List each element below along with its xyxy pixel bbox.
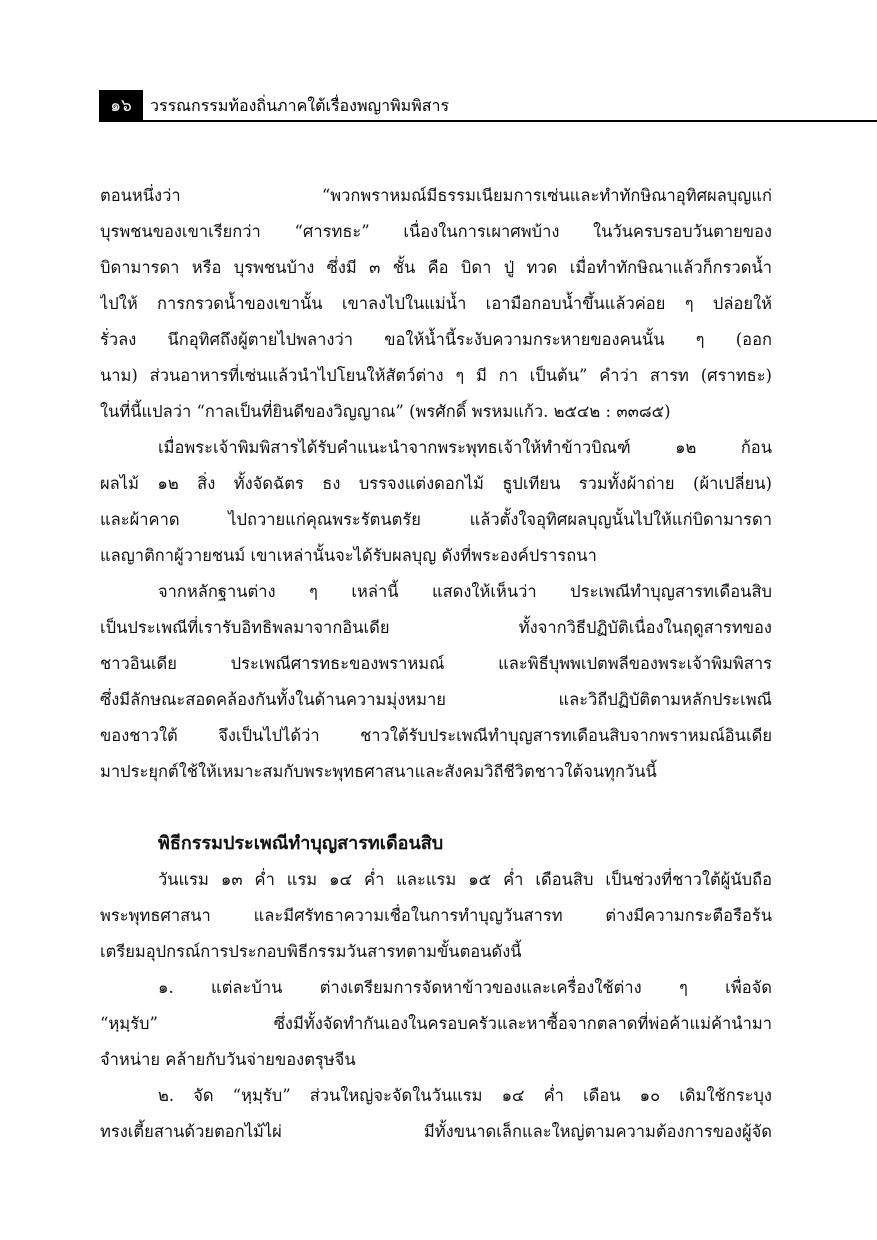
section-spacer	[100, 790, 772, 826]
running-title: วรรณกรรมท้องถิ่นภาคใต้เรื่องพญาพิมพิสาร	[150, 96, 450, 115]
header-divider	[99, 120, 877, 122]
text-line: เตรียมอุปกรณ์การประกอบพิธีกรรมวันสารทตามขั้นตอนดังนี้	[100, 942, 522, 961]
text-line: “หฺมฺรับ” ซึ่งมีทั้งจัดทำกันเองในครอบครัวและหาซื้อจากตลาดที่พ่อค้าแม่ค้านำมา	[100, 1014, 772, 1033]
section-heading: พิธีกรรมประเพณีทำบุญสารทเดือนสิบ	[158, 833, 444, 854]
text-line: และผ้าคาด ไปถวายแก่คุณพระรัตนตรัย แล้วตั้งใจอุทิศผลบุญนั้นไปให้แก่บิดามารดา	[100, 510, 772, 529]
list-item-1	[100, 970, 772, 1078]
paragraph-intro	[100, 178, 772, 430]
list-item-2	[100, 1078, 772, 1150]
text-line: จำหน่าย คล้ายกับวันจ่ายของตรุษจีน	[100, 1050, 356, 1069]
text-line: บิดามารดา หรือ บุรพชนบ้าง ซึ่งมี ๓ ชั้น คือ บิดา ปู่ ทวด เมื่อทำทักษิณาแล้วก็กรวดน้ำ	[100, 258, 772, 277]
text-line: ไปให้ การกรวดน้ำของเขานั้น เขาลงไปในแม่น้ำ เอามือกอบน้ำขึ้นแล้วค่อย ๆ ปล่อยให้	[100, 294, 772, 313]
text-line: ในที่นี้แปลว่า “กาลเป็นที่ยินดีของวิญญาณ” (พรศักดิ์ พรหมแก้ว. ๒๕๔๒ : ๓๓๘๕)	[100, 402, 671, 421]
text-line: ตอนหนึ่งว่า “พวกพราหมณ์มีธรรมเนียมการเซ่นและทำทักษิณาอุทิศผลบุญแก่	[100, 186, 772, 205]
text-line: มาประยุกต์ใช้ให้เหมาะสมกับพระพุทธศาสนาและสังคมวิถีชีวิตชาวใต้จนทุกวันนี้	[100, 762, 657, 781]
text-line: ผลไม้ ๑๒ สิ่ง ทั้งจัดฉัตร ธง บรรจงแต่งดอกไม้ ธูปเทียน รวมทั้งผ้าถ่าย (ผ้าเปลี่ยน)	[100, 474, 772, 493]
text-line: วันแรม ๑๓ ค่ำ แรม ๑๔ ค่ำ และแรม ๑๕ ค่ำ เดือนสิบ เป็นช่วงที่ชาวใต้ผู้นับถือ	[158, 870, 772, 889]
text-line: เป็นประเพณีที่เรารับอิทธิพลมาจากอินเดีย ทั้งจากวิธีปฏิบัติเนื่องในฤดูสารทของ	[100, 618, 772, 637]
text-line: ๑. แต่ละบ้าน ต่างเตรียมการจัดหาข้าวของและเครื่องใช้ต่าง ๆ เพื่อจัด	[158, 978, 772, 997]
text-line: ชาวอินเดีย ประเพณีศารทธะของพราหมณ์ และพิธีบุพพเปตพลีของพระเจ้าพิมพิสาร	[100, 654, 772, 673]
text-line: ทรงเตี้ยสานด้วยตอกไม้ไผ่ มีทั้งขนาดเล็กและใหญ่ตามความต้องการของผู้จัด	[100, 1122, 772, 1141]
paragraph-ritual	[100, 862, 772, 970]
text-line: บุรพชนของเขาเรียกว่า “ศารทธะ” เนื่องในการเผาศพบ้าง ในวันครบรอบวันตายของ	[100, 222, 772, 241]
paragraph-bimbisara	[100, 430, 772, 574]
page-body	[100, 178, 772, 1150]
text-line: รั่วลง นึกอุทิศถึงผู้ตายไปพลางว่า ขอให้น้ำนี้ระงับความกระหายของคนนั้น ๆ (ออก	[100, 330, 772, 349]
text-line: พระพุทธศาสนา และมีศรัทธาความเชื่อในการทำบุญวันสารท ต่างมีความกระตือรือร้น	[100, 906, 772, 925]
text-line: เมื่อพระเจ้าพิมพิสารได้รับคำแนะนำจากพระพุทธเจ้าให้ทำข้าวบิณฑ์ ๑๒ ก้อน	[158, 438, 772, 457]
paragraph-evidence	[100, 574, 772, 790]
text-line: นาม) ส่วนอาหารที่เซ่นแล้วนำไปโยนให้สัตว์ต่าง ๆ มี กา เป็นต้น” คำว่า สารท (ศราทธะ)	[100, 366, 772, 385]
text-line: ของชาวใต้ จึงเป็นไปได้ว่า ชาวใต้รับประเพณีทำบุญสารทเดือนสิบจากพราหมณ์อินเดีย	[100, 726, 772, 745]
text-line: ๒. จัด “หฺมฺรับ” ส่วนใหญ่จะจัดในวันแรม ๑๔ ค่ำ เดือน ๑๐ เดิมใช้กระบุง	[158, 1086, 772, 1105]
text-line: ซึ่งมีลักษณะสอดคล้องกันทั้งในด้านความมุ่งหมาย และวิถีปฏิบัติตามหลักประเพณี	[100, 690, 772, 709]
text-line: จากหลักฐานต่าง ๆ เหล่านี้ แสดงให้เห็นว่า ประเพณีทำบุญสารทเดือนสิบ	[158, 582, 772, 601]
page-header	[0, 90, 877, 122]
page-number: ๑๖	[99, 90, 143, 122]
text-line: แลญาติกาผู้วายชนม์ เขาเหล่านั้นจะได้รับผลบุญ ดังที่พระองค์ปรารถนา	[100, 546, 597, 565]
